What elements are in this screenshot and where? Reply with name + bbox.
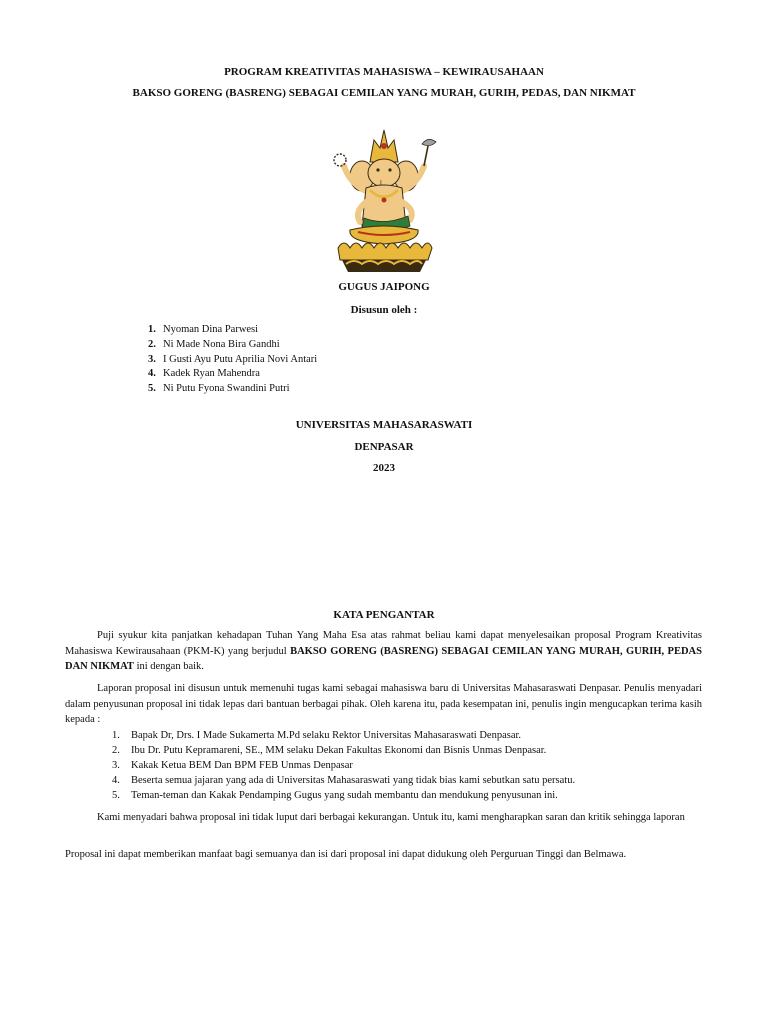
list-item — [148, 367, 317, 382]
preface-paragraph-1 — [65, 628, 702, 675]
list-item — [112, 774, 575, 789]
list-item — [148, 353, 317, 368]
member-name: Ni Putu Fyona Swandini Putri — [163, 383, 290, 395]
list-item — [148, 338, 317, 353]
list-number: 1. — [148, 324, 156, 335]
list-item — [112, 729, 575, 744]
members-list — [148, 323, 317, 397]
member-name: Nyoman Dina Parwesi — [163, 324, 259, 335]
list-number: 3. — [148, 353, 156, 365]
thanks-text: Teman-teman dan Kakak Pendamping Gugus yang sudah membantu dan mendukung penyusunan ini. — [131, 789, 558, 801]
university-name: UNIVERSITAS MAHASARASWATI — [295, 419, 473, 431]
preface-paragraph-2: Laporan proposal ini disusun untuk memenuhi tugas kami sebagai mahasiswa baru di Universitas Mahasaraswati Denpasar. Penulis menyadari dalam penyusunan proposal ini tidak lepas dari bantuan berbagai pihak. Oleh karena itu, pada kesempatan ini, penulis ingin mengucapkan terima kasih kepada : — [65, 683, 702, 725]
member-name: Kadek Ryan Mahendra — [163, 368, 260, 380]
paragraph-text: Puji syukur kita panjatkan kehadapan Tuhan Yang Maha Esa atas rahmat beliau kami dapat menyelesaikan proposal Program Kreativitas Mahasiswa Kewirausahaan (PKM-K) yang berjudul — [65, 630, 702, 657]
bold-title: BAKSO GORENG (BASRENG) SEBAGAI CEMILAN YANG MURAH, GURIH, PEDAS DAN NIKMAT — [65, 645, 702, 672]
preface-heading: KATA PENGANTAR — [333, 609, 435, 621]
list-number: 2. — [148, 338, 156, 350]
member-name: I Gusti Ayu Putu Aprilia Novi Antari — [163, 353, 318, 365]
preface-paragraph-3: Kami menyadari bahwa proposal ini tidak luput dari berbagai kekurangan. Untuk itu, kami mengharapkan saran dan kritik sehingga laporan — [97, 812, 685, 823]
ganesha-emblem-icon — [324, 126, 444, 276]
proposal-title: BAKSO GORENG (BASRENG) SEBAGAI CEMILAN YANG MURAH, GURIH, PEDAS, DAN NIKMAT — [132, 87, 636, 99]
thanks-text: Beserta semua jajaran yang ada di Universitas Mahasaraswati yang tidak bias kami sebutkan satu persatu. — [131, 774, 576, 786]
list-item — [148, 323, 317, 338]
paragraph-text: ini dengan baik. — [133, 661, 204, 672]
group-name: GUGUS JAIPONG — [338, 281, 430, 293]
city-name: DENPASAR — [354, 441, 414, 453]
compiled-by-label: Disusun oleh : — [350, 304, 418, 316]
list-number: 4. — [112, 774, 120, 786]
list-number: 1. — [112, 730, 120, 741]
list-number: 5. — [148, 383, 156, 395]
list-number: 4. — [148, 368, 156, 380]
preface-paragraph-4: Proposal ini dapat memberikan manfaat bagi semuanya dan isi dari proposal ini dapat didukung oleh Perguruan Tinggi dan Belmawa. — [65, 849, 627, 860]
list-item — [112, 744, 575, 759]
thanks-text: Bapak Dr, Drs. I Made Sukamerta M.Pd selaku Rektor Universitas Mahasaraswati Denpasar. — [131, 730, 522, 741]
list-item — [112, 759, 575, 774]
member-name: Ni Made Nona Bira Gandhi — [163, 338, 280, 350]
thanks-text: Kakak Ketua BEM Dan BPM FEB Unmas Denpasar — [131, 759, 353, 771]
program-title: PROGRAM KREATIVITAS MAHASISWA – KEWIRAUSAHAAN — [224, 66, 544, 78]
list-item — [112, 789, 575, 804]
list-item — [148, 382, 317, 397]
list-number: 3. — [112, 759, 120, 771]
year: 2023 — [373, 462, 395, 474]
thanks-list — [112, 729, 575, 803]
list-number: 5. — [112, 789, 120, 801]
thanks-text: Ibu Dr. Putu Kepramareni, SE., MM selaku Dekan Fakultas Ekonomi dan Bisnis Unmas Denpasar. — [131, 744, 547, 756]
list-number: 2. — [112, 744, 120, 756]
